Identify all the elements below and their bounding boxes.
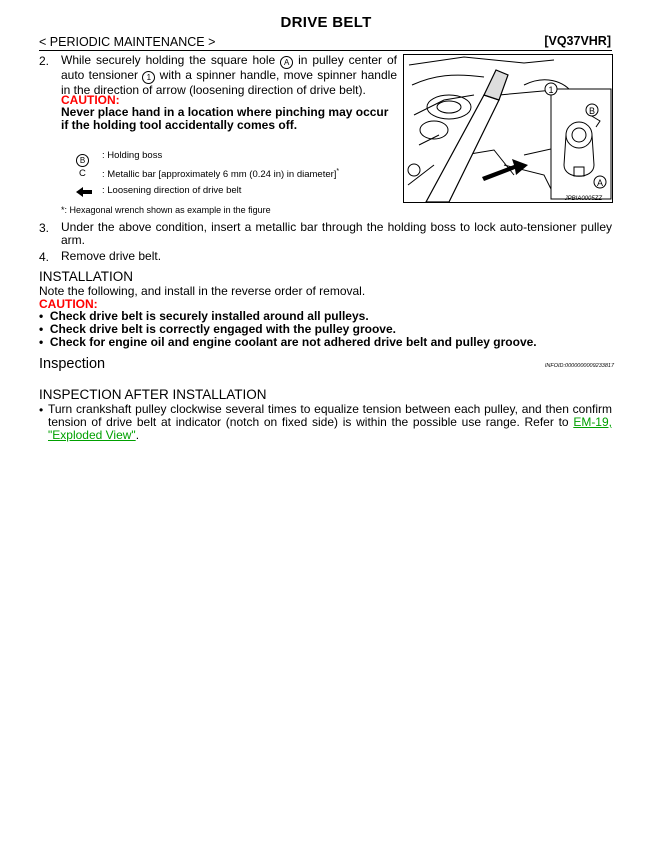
legend-text-c-sup: * — [336, 168, 340, 175]
installation-caution-label: CAUTION: — [39, 297, 98, 311]
em-19-link[interactable]: EM-19, "Exploded View" — [48, 415, 612, 442]
step-2-text-part1: While securely holding the square hole — [61, 53, 281, 67]
header-divider — [39, 50, 612, 51]
after-install-body: Turn crankshaft pulley clockwise several times to equalize tension between each pulley, and then confirm tension of drive belt at indicator (notch on fixed side) is within the possible use range. Refer to — [48, 402, 612, 429]
installation-bullet-3: • Check for engine oil and engine coolant are not adhered drive belt and pulley groove. — [39, 335, 537, 349]
step-2-text-part2: in pulley center of auto tensioner — [61, 53, 397, 82]
arrow-left-icon — [76, 184, 92, 202]
step-3-number: 3. — [39, 221, 50, 235]
engine-figure — [403, 54, 613, 203]
section-label: < PERIODIC MAINTENANCE > — [39, 35, 216, 49]
installation-bullet-2: • Check drive belt is correctly engaged with the pulley groove. — [39, 322, 396, 336]
installation-bullet-1: • Check drive belt is securely installed around all pulleys. — [39, 309, 369, 323]
figure-callout-a: A — [596, 178, 604, 188]
footnote: *: Hexagonal wrench shown as example in the figure — [61, 205, 271, 215]
step-2-text-part3: with a spinner handle, move spinner handle in the direction of arrow (loosening direction of drive belt). — [61, 68, 397, 97]
installation-heading: INSTALLATION — [39, 269, 134, 284]
legend-symbol-b — [76, 149, 89, 167]
after-install-heading: INSPECTION AFTER INSTALLATION — [39, 387, 267, 402]
legend-text-arrow: : Loosening direction of drive belt — [102, 185, 242, 196]
step-2-number: 2. — [39, 54, 50, 68]
figure-callout-b: B — [588, 106, 596, 116]
inspection-info-id: INFOID:0000000009233817 — [544, 363, 614, 369]
step-3-text: Under the above condition, insert a metallic bar through the holding boss to lock auto-tensioner pulley arm. — [61, 220, 612, 247]
legend-text-b: : Holding boss — [102, 150, 163, 161]
after-install-end: . — [135, 428, 140, 442]
mark-a-icon: A — [280, 56, 293, 69]
installation-bullet-1-text: Check drive belt is securely installed around all pulleys. — [49, 309, 369, 323]
step-2-caution-text: Never place hand in a location where pinching may occur if the holding tool accidentally comes off. — [61, 105, 389, 132]
installation-intro: Note the following, and install in the reverse order of removal. — [39, 284, 366, 298]
mark-b-icon: B — [76, 154, 89, 167]
installation-bullet-3-text: Check for engine oil and engine coolant are not adhered drive belt and pulley groove. — [49, 335, 537, 349]
after-install-bullet: • — [39, 403, 44, 417]
step-2-text — [61, 54, 397, 97]
legend-text-c — [102, 168, 339, 180]
step-2-caution-label: CAUTION: — [61, 93, 120, 107]
figure-callout-1: 1 — [548, 85, 554, 95]
figure-id: JPBIA0005ZZ — [564, 196, 602, 202]
inspection-heading: Inspection — [39, 356, 106, 372]
installation-bullet-2-text: Check drive belt is correctly engaged with the pulley groove. — [49, 322, 396, 336]
page-title: DRIVE BELT — [280, 14, 372, 31]
after-install-text — [48, 403, 612, 442]
engine-figure-drawing — [404, 55, 612, 202]
mark-1-icon: 1 — [142, 71, 155, 84]
legend-text-c-body: : Metallic bar [approximately 6 mm (0.24 in) in diameter] — [102, 169, 337, 181]
step-4-number: 4. — [39, 250, 50, 264]
step-4-text: Remove drive belt. — [61, 249, 162, 263]
legend-symbol-c: C — [79, 168, 86, 179]
model-code: [VQ37VHR] — [544, 34, 611, 48]
